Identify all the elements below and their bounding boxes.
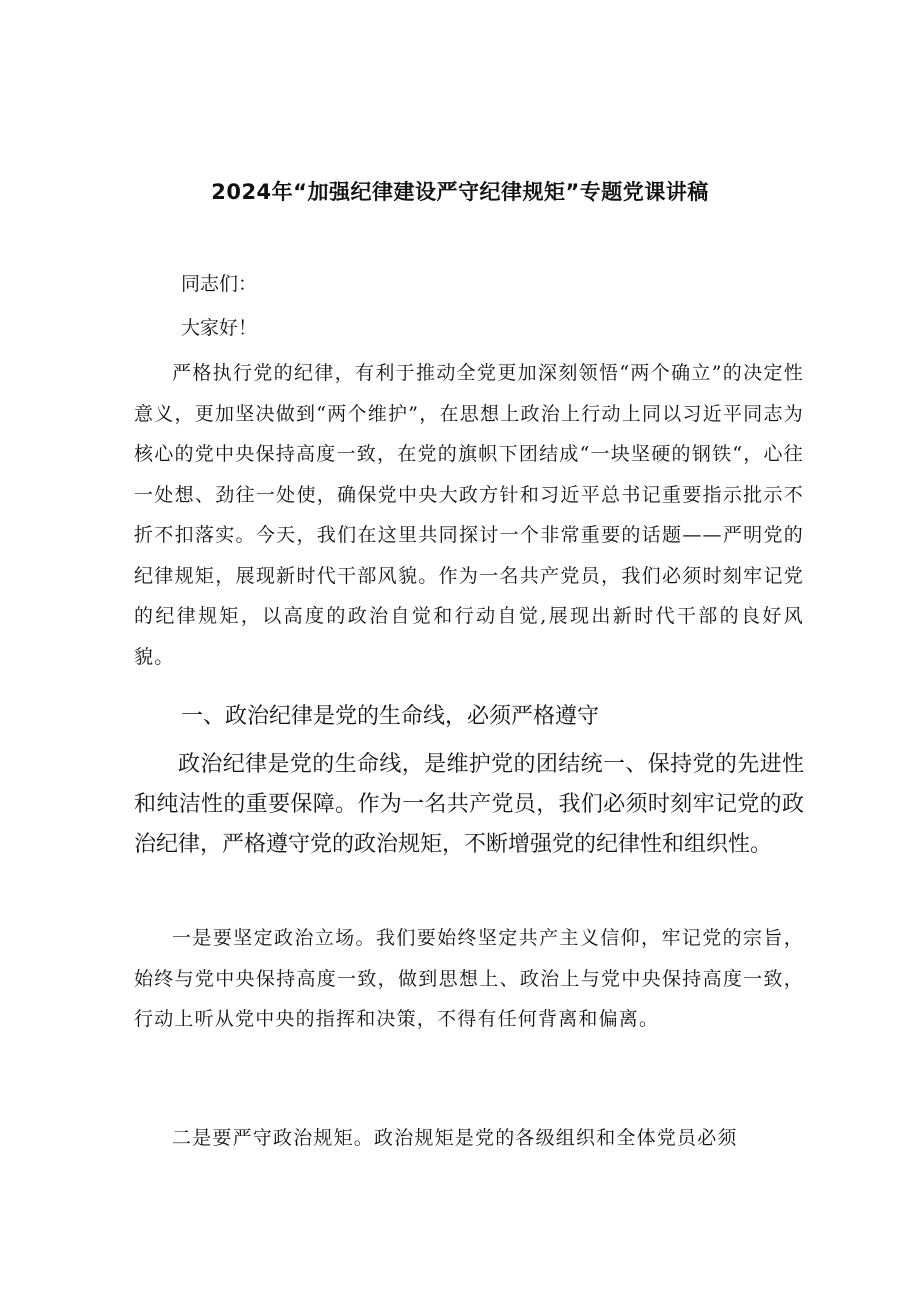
point2-paragraph: 二是要严守政治规矩。政治规矩是党的各级组织和全体党员必须 xyxy=(172,1127,738,1149)
section1-paragraph: 政治纪律是党的生命线，是维护党的团结统一、保持党的先进性和纯洁性的重要保障。作为一名共产党员，我们必须时刻牢记党的政治纪律，严格遵守党的政治规矩，不断增强党的纪律性和组织性。 xyxy=(134,752,804,857)
greeting: 大家好！ xyxy=(181,317,258,339)
salutation: 同志们： xyxy=(181,273,258,295)
intro-paragraph: 严格执行党的纪律，有利于推动全党更加深刻领悟“两个确立”的决定性意义，更加坚决做到“两个维护”，在思想上政治上行动上同以习近平同志为核心的党中央保持高度一致，在党的旗帜下团结成“一块坚硬的钢铁“，心往一处想、劲往一处使，确保党中央大政方针和习近平总书记重要指示批示不折不扣落实。今天，我们在这里共同探讨一个非常重要的话题——严明党的纪律规矩，展现新时代干部风貌。作为一名共产党员，我们必须时刻牢记党的纪律规矩，以高度的政治自觉和行动自觉,展现出新时代干部的良好风貌。 xyxy=(134,362,804,668)
section1-heading: 一、政治纪律是党的生命线，必须严格遵守 xyxy=(181,704,600,729)
document-title: 2024年“加强纪律建设严守纪律规矩”专题党课讲稿 xyxy=(211,180,709,204)
point1-paragraph: 一是要坚定政治立场。我们要始终坚定共产主义信仰，牢记党的宗旨，始终与党中央保持高度一致，做到思想上、政治上与党中央保持高度一致，行动上听从党中央的指挥和决策，不得有任何背离和偏离。 xyxy=(134,927,804,1030)
